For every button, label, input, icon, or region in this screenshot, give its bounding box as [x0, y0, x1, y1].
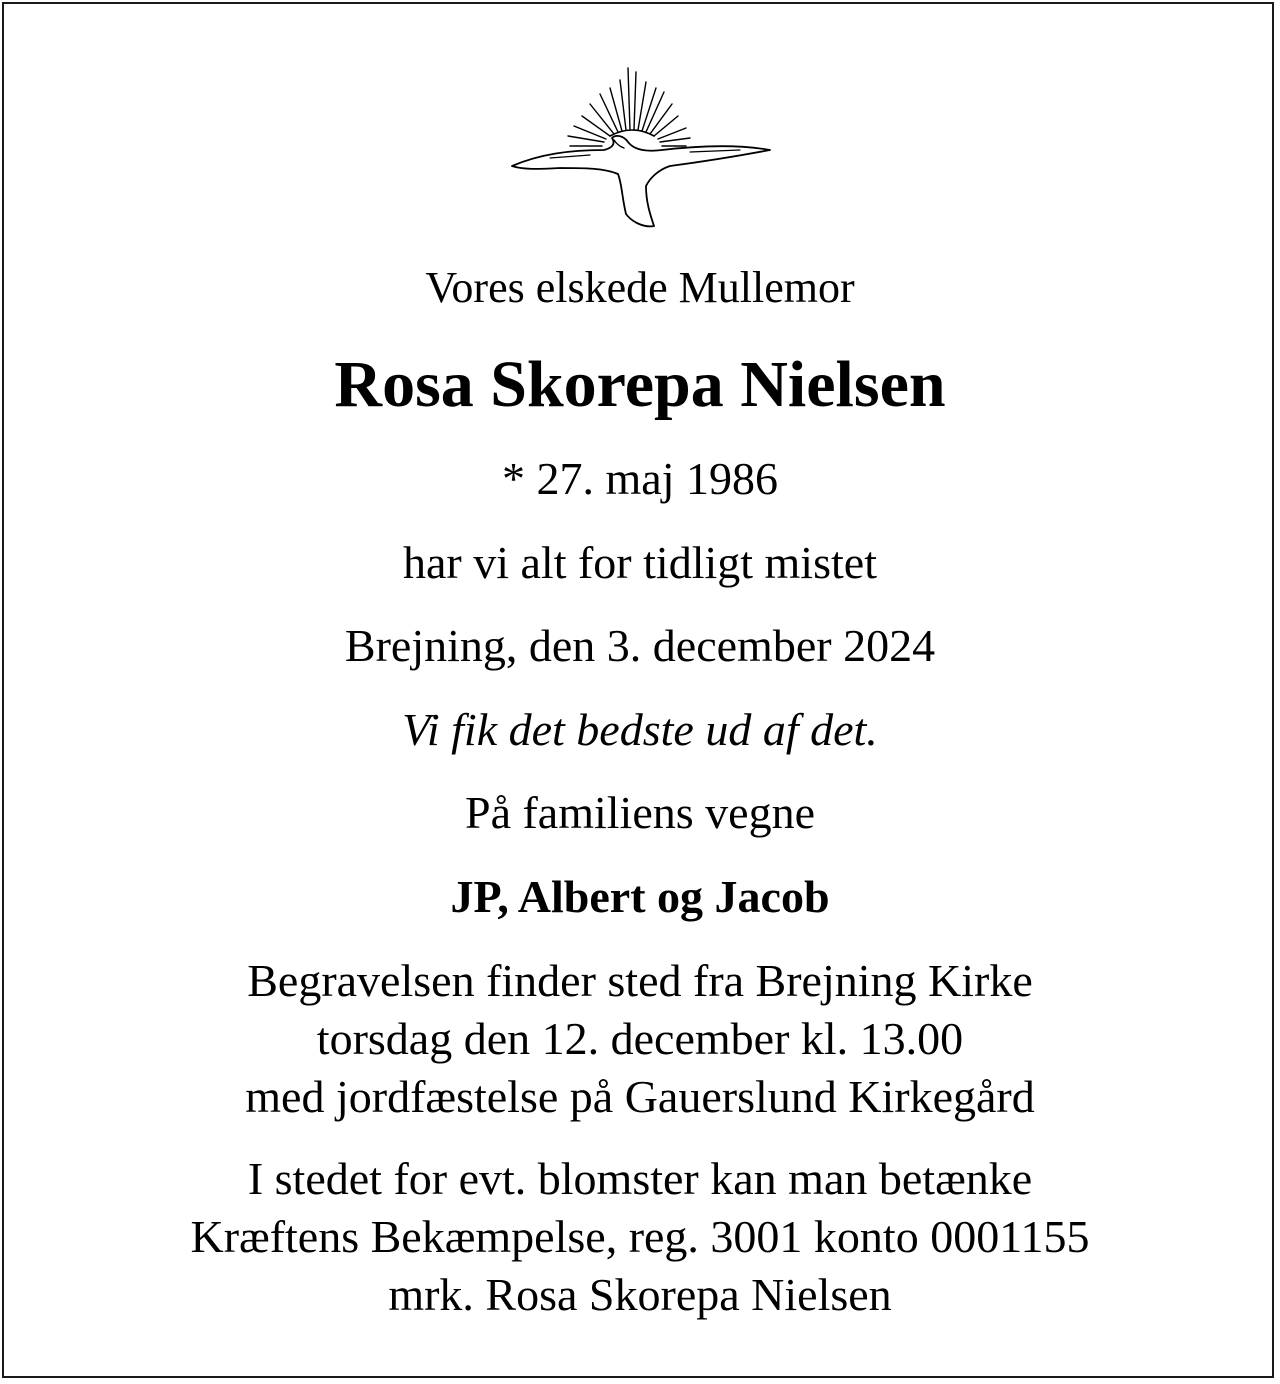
lost-text: har vi alt for tidligt mistet: [403, 537, 877, 588]
deceased-name: Rosa Skorepa Nielsen: [334, 348, 946, 421]
funeral-info: [0, 952, 1280, 1126]
birth-date: * 27. maj 1986: [502, 453, 778, 504]
funeral-line: torsdag den 12. december kl. 13.00: [316, 1013, 964, 1064]
funeral-line: med jordfæstelse på Gauerslund Kirkegård: [245, 1071, 1035, 1122]
bird-sun-icon: [500, 58, 780, 233]
intro-text: Vores elskede Mullemor: [425, 263, 855, 312]
donation-line: Kræftens Bekæmpelse, reg. 3001 konto 0001155: [190, 1211, 1090, 1262]
quote-text: Vi fik det bedste ud af det.: [402, 704, 878, 755]
donation-info: [0, 1150, 1280, 1324]
family-names: JP, Albert og Jacob: [450, 871, 830, 922]
funeral-line: Begravelsen finder sted fra Brejning Kirke: [247, 955, 1033, 1006]
on-behalf-text: På familiens vegne: [464, 787, 815, 838]
place-date: Brejning, den 3. december 2024: [344, 620, 936, 671]
donation-line: mrk. Rosa Skorepa Nielsen: [388, 1269, 892, 1320]
donation-line: I stedet for evt. blomster kan man betænke: [247, 1153, 1033, 1204]
